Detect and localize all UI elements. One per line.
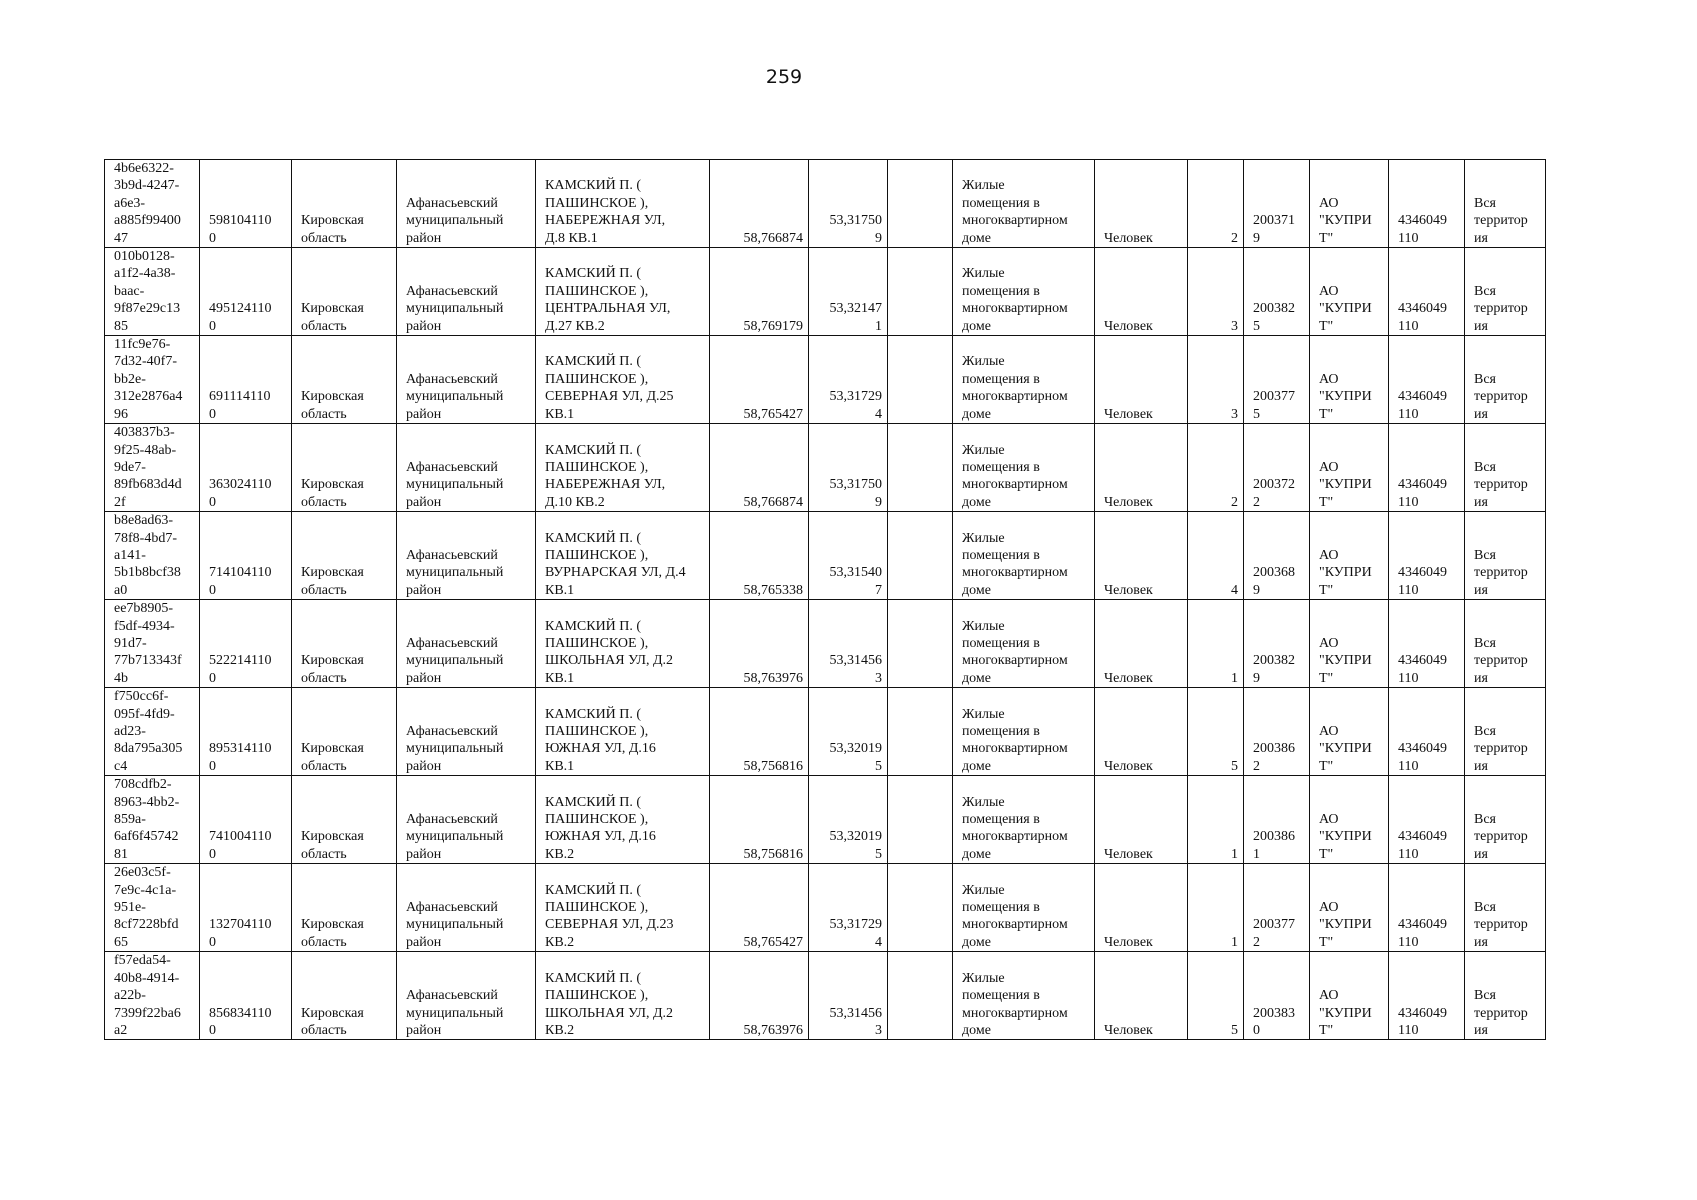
cell-code: 856834110 0 xyxy=(200,952,292,1040)
cell-territory: Вся территор ия xyxy=(1465,160,1546,248)
cell-category: Жилые помещения в многоквартирном доме xyxy=(953,160,1095,248)
cell-latitude: 58,763976 xyxy=(710,600,809,688)
table-row xyxy=(105,600,1546,688)
table-body xyxy=(105,160,1546,1040)
table-row xyxy=(105,248,1546,336)
cell-code: 714104110 0 xyxy=(200,512,292,600)
cell-longitude: 53,31456 3 xyxy=(809,600,888,688)
cell-district: Афанасьевский муниципальный район xyxy=(397,336,536,424)
cell-id: 200382 5 xyxy=(1244,248,1310,336)
cell-guid: 010b0128- a1f2-4a38- baac- 9f87e29c13 85 xyxy=(105,248,200,336)
cell-count: 2 xyxy=(1188,160,1244,248)
cell-count: 4 xyxy=(1188,512,1244,600)
cell-organization: АО "КУПРИ Т" xyxy=(1310,160,1389,248)
cell-inn: 4346049 110 xyxy=(1389,336,1465,424)
cell-inn: 4346049 110 xyxy=(1389,952,1465,1040)
registry-table xyxy=(104,159,1546,1040)
cell-empty xyxy=(888,776,953,864)
cell-category: Жилые помещения в многоквартирном доме xyxy=(953,688,1095,776)
cell-latitude: 58,765427 xyxy=(710,336,809,424)
cell-unit: Человек xyxy=(1095,248,1188,336)
cell-territory: Вся территор ия xyxy=(1465,600,1546,688)
cell-id: 200383 0 xyxy=(1244,952,1310,1040)
cell-address: КАМСКИЙ П. ( ПАШИНСКОЕ ), НАБЕРЕЖНАЯ УЛ, Д.10 КВ.2 xyxy=(536,424,710,512)
cell-address: КАМСКИЙ П. ( ПАШИНСКОЕ ), ЮЖНАЯ УЛ, Д.16 КВ.2 xyxy=(536,776,710,864)
cell-count: 5 xyxy=(1188,688,1244,776)
cell-count: 1 xyxy=(1188,600,1244,688)
cell-inn: 4346049 110 xyxy=(1389,688,1465,776)
cell-guid: 708cdfb2- 8963-4bb2- 859a- 6af6f45742 81 xyxy=(105,776,200,864)
cell-empty xyxy=(888,864,953,952)
table-row xyxy=(105,864,1546,952)
cell-organization: АО "КУПРИ Т" xyxy=(1310,248,1389,336)
cell-region: Кировская область xyxy=(292,688,397,776)
cell-organization: АО "КУПРИ Т" xyxy=(1310,864,1389,952)
cell-address: КАМСКИЙ П. ( ПАШИНСКОЕ ), ШКОЛЬНАЯ УЛ, Д.2 КВ.1 xyxy=(536,600,710,688)
cell-inn: 4346049 110 xyxy=(1389,160,1465,248)
cell-latitude: 58,756816 xyxy=(710,776,809,864)
cell-address: КАМСКИЙ П. ( ПАШИНСКОЕ ), ЮЖНАЯ УЛ, Д.16 КВ.1 xyxy=(536,688,710,776)
cell-count: 2 xyxy=(1188,424,1244,512)
cell-count: 3 xyxy=(1188,336,1244,424)
cell-region: Кировская область xyxy=(292,864,397,952)
cell-guid: b8e8ad63- 78f8-4bd7- a141- 5b1b8bcf38 a0 xyxy=(105,512,200,600)
cell-longitude: 53,31729 4 xyxy=(809,336,888,424)
cell-category: Жилые помещения в многоквартирном доме xyxy=(953,248,1095,336)
cell-longitude: 53,31456 3 xyxy=(809,952,888,1040)
cell-unit: Человек xyxy=(1095,160,1188,248)
cell-category: Жилые помещения в многоквартирном доме xyxy=(953,600,1095,688)
cell-region: Кировская область xyxy=(292,248,397,336)
cell-territory: Вся территор ия xyxy=(1465,248,1546,336)
cell-region: Кировская область xyxy=(292,512,397,600)
cell-organization: АО "КУПРИ Т" xyxy=(1310,952,1389,1040)
cell-count: 5 xyxy=(1188,952,1244,1040)
cell-inn: 4346049 110 xyxy=(1389,512,1465,600)
cell-code: 895314110 0 xyxy=(200,688,292,776)
cell-territory: Вся территор ия xyxy=(1465,424,1546,512)
cell-district: Афанасьевский муниципальный район xyxy=(397,688,536,776)
cell-longitude: 53,31729 4 xyxy=(809,864,888,952)
cell-inn: 4346049 110 xyxy=(1389,424,1465,512)
cell-id: 200377 5 xyxy=(1244,336,1310,424)
cell-code: 495124110 0 xyxy=(200,248,292,336)
cell-address: КАМСКИЙ П. ( ПАШИНСКОЕ ), СЕВЕРНАЯ УЛ, Д.23 КВ.2 xyxy=(536,864,710,952)
cell-longitude: 53,31750 9 xyxy=(809,424,888,512)
cell-unit: Человек xyxy=(1095,864,1188,952)
cell-district: Афанасьевский муниципальный район xyxy=(397,424,536,512)
cell-region: Кировская область xyxy=(292,424,397,512)
cell-id: 200377 2 xyxy=(1244,864,1310,952)
cell-organization: АО "КУПРИ Т" xyxy=(1310,336,1389,424)
cell-region: Кировская область xyxy=(292,776,397,864)
cell-territory: Вся территор ия xyxy=(1465,864,1546,952)
cell-empty xyxy=(888,952,953,1040)
cell-territory: Вся территор ия xyxy=(1465,336,1546,424)
cell-id: 200382 9 xyxy=(1244,600,1310,688)
cell-inn: 4346049 110 xyxy=(1389,864,1465,952)
cell-organization: АО "КУПРИ Т" xyxy=(1310,512,1389,600)
cell-organization: АО "КУПРИ Т" xyxy=(1310,776,1389,864)
cell-count: 1 xyxy=(1188,776,1244,864)
cell-code: 691114110 0 xyxy=(200,336,292,424)
page-number: 259 xyxy=(765,66,803,88)
cell-organization: АО "КУПРИ Т" xyxy=(1310,600,1389,688)
table-row xyxy=(105,424,1546,512)
table-row xyxy=(105,512,1546,600)
cell-district: Афанасьевский муниципальный район xyxy=(397,776,536,864)
cell-code: 598104110 0 xyxy=(200,160,292,248)
cell-guid: f57eda54- 40b8-4914- a22b- 7399f22ba6 a2 xyxy=(105,952,200,1040)
cell-id: 200371 9 xyxy=(1244,160,1310,248)
cell-count: 3 xyxy=(1188,248,1244,336)
cell-address: КАМСКИЙ П. ( ПАШИНСКОЕ ), ЦЕНТРАЛЬНАЯ УЛ, Д.27 КВ.2 xyxy=(536,248,710,336)
cell-unit: Человек xyxy=(1095,336,1188,424)
cell-guid: 11fc9e76- 7d32-40f7- bb2e- 312e2876a4 96 xyxy=(105,336,200,424)
cell-address: КАМСКИЙ П. ( ПАШИНСКОЕ ), ВУРНАРСКАЯ УЛ, Д.4 КВ.1 xyxy=(536,512,710,600)
cell-region: Кировская область xyxy=(292,600,397,688)
cell-latitude: 58,765338 xyxy=(710,512,809,600)
cell-district: Афанасьевский муниципальный район xyxy=(397,248,536,336)
cell-longitude: 53,32147 1 xyxy=(809,248,888,336)
cell-empty xyxy=(888,336,953,424)
cell-id: 200368 9 xyxy=(1244,512,1310,600)
cell-empty xyxy=(888,512,953,600)
cell-empty xyxy=(888,688,953,776)
cell-latitude: 58,766874 xyxy=(710,160,809,248)
cell-empty xyxy=(888,600,953,688)
cell-empty xyxy=(888,160,953,248)
table-row xyxy=(105,336,1546,424)
cell-guid: 4b6e6322- 3b9d-4247- a6e3- a885f99400 47 xyxy=(105,160,200,248)
cell-code: 363024110 0 xyxy=(200,424,292,512)
cell-code: 741004110 0 xyxy=(200,776,292,864)
cell-unit: Человек xyxy=(1095,424,1188,512)
cell-territory: Вся территор ия xyxy=(1465,688,1546,776)
cell-region: Кировская область xyxy=(292,160,397,248)
cell-territory: Вся территор ия xyxy=(1465,776,1546,864)
cell-district: Афанасьевский муниципальный район xyxy=(397,952,536,1040)
cell-code: 522214110 0 xyxy=(200,600,292,688)
cell-guid: 26e03c5f- 7e9c-4c1a- 951e- 8cf7228bfd 65 xyxy=(105,864,200,952)
cell-category: Жилые помещения в многоквартирном доме xyxy=(953,776,1095,864)
cell-latitude: 58,769179 xyxy=(710,248,809,336)
cell-organization: АО "КУПРИ Т" xyxy=(1310,688,1389,776)
cell-latitude: 58,765427 xyxy=(710,864,809,952)
cell-district: Афанасьевский муниципальный район xyxy=(397,512,536,600)
cell-address: КАМСКИЙ П. ( ПАШИНСКОЕ ), ШКОЛЬНАЯ УЛ, Д.2 КВ.2 xyxy=(536,952,710,1040)
cell-address: КАМСКИЙ П. ( ПАШИНСКОЕ ), НАБЕРЕЖНАЯ УЛ, Д.8 КВ.1 xyxy=(536,160,710,248)
cell-longitude: 53,31540 7 xyxy=(809,512,888,600)
cell-longitude: 53,32019 5 xyxy=(809,776,888,864)
cell-id: 200386 2 xyxy=(1244,688,1310,776)
cell-empty xyxy=(888,248,953,336)
cell-organization: АО "КУПРИ Т" xyxy=(1310,424,1389,512)
cell-id: 200372 2 xyxy=(1244,424,1310,512)
cell-guid: 403837b3- 9f25-48ab- 9de7- 89fb683d4d 2f xyxy=(105,424,200,512)
cell-longitude: 53,32019 5 xyxy=(809,688,888,776)
cell-empty xyxy=(888,424,953,512)
cell-district: Афанасьевский муниципальный район xyxy=(397,864,536,952)
cell-category: Жилые помещения в многоквартирном доме xyxy=(953,336,1095,424)
cell-guid: f750cc6f- 095f-4fd9- ad23- 8da795a305 c4 xyxy=(105,688,200,776)
cell-code: 132704110 0 xyxy=(200,864,292,952)
cell-inn: 4346049 110 xyxy=(1389,600,1465,688)
cell-district: Афанасьевский муниципальный район xyxy=(397,160,536,248)
cell-unit: Человек xyxy=(1095,512,1188,600)
cell-territory: Вся территор ия xyxy=(1465,952,1546,1040)
table-row xyxy=(105,160,1546,248)
cell-longitude: 53,31750 9 xyxy=(809,160,888,248)
cell-inn: 4346049 110 xyxy=(1389,248,1465,336)
cell-guid: ee7b8905- f5df-4934- 91d7- 77b713343f 4b xyxy=(105,600,200,688)
cell-address: КАМСКИЙ П. ( ПАШИНСКОЕ ), СЕВЕРНАЯ УЛ, Д.25 КВ.1 xyxy=(536,336,710,424)
table-row xyxy=(105,688,1546,776)
cell-unit: Человек xyxy=(1095,952,1188,1040)
cell-inn: 4346049 110 xyxy=(1389,776,1465,864)
table-row xyxy=(105,952,1546,1040)
cell-category: Жилые помещения в многоквартирном доме xyxy=(953,864,1095,952)
cell-count: 1 xyxy=(1188,864,1244,952)
cell-latitude: 58,756816 xyxy=(710,688,809,776)
cell-region: Кировская область xyxy=(292,336,397,424)
cell-category: Жилые помещения в многоквартирном доме xyxy=(953,952,1095,1040)
cell-unit: Человек xyxy=(1095,600,1188,688)
cell-territory: Вся территор ия xyxy=(1465,512,1546,600)
cell-unit: Человек xyxy=(1095,688,1188,776)
cell-unit: Человек xyxy=(1095,776,1188,864)
cell-latitude: 58,766874 xyxy=(710,424,809,512)
cell-latitude: 58,763976 xyxy=(710,952,809,1040)
cell-district: Афанасьевский муниципальный район xyxy=(397,600,536,688)
cell-id: 200386 1 xyxy=(1244,776,1310,864)
cell-category: Жилые помещения в многоквартирном доме xyxy=(953,512,1095,600)
cell-category: Жилые помещения в многоквартирном доме xyxy=(953,424,1095,512)
cell-region: Кировская область xyxy=(292,952,397,1040)
table-row xyxy=(105,776,1546,864)
